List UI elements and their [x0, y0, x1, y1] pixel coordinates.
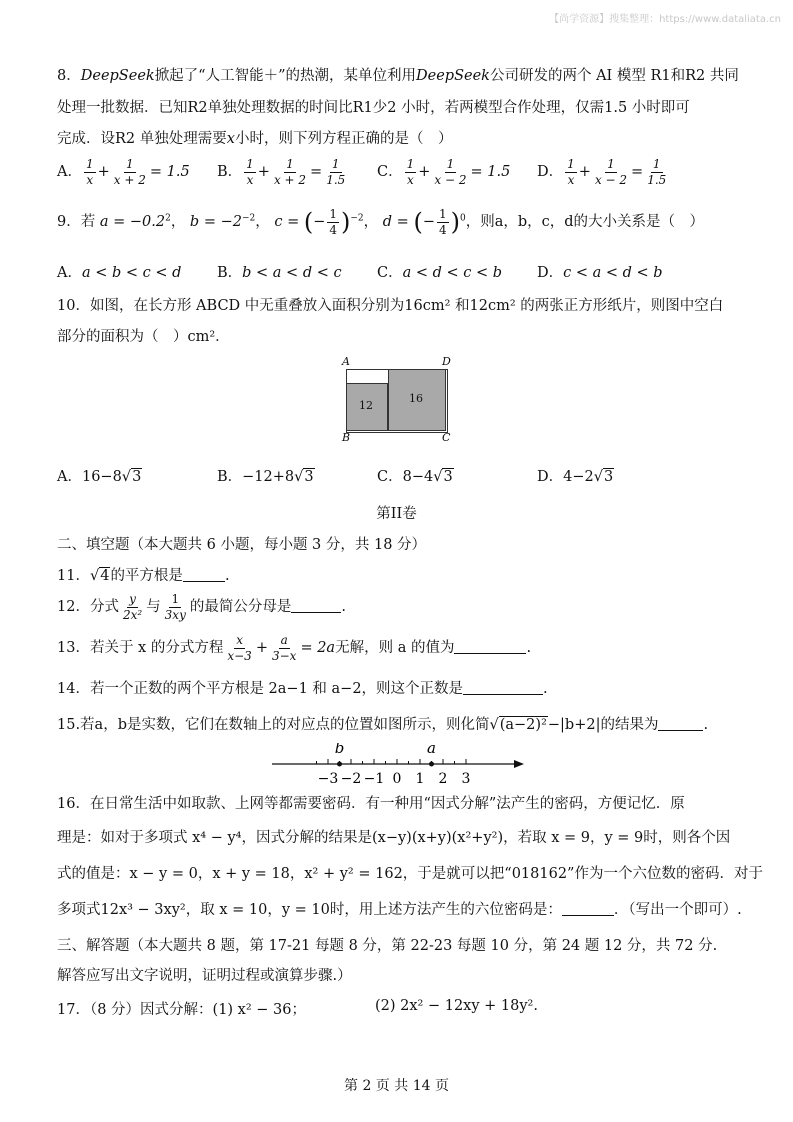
q15: 15.若a，b是实数，它们在数轴上的对应点的位置如图所示，则化简√(a−2)²−|b+2|的结果为 .	[57, 717, 709, 733]
q12-blank[interactable]	[291, 612, 341, 613]
q8-line2: 处理一批数据．已知R2单独处理数据的时间比R1少2 小时，若两模型合作处理，仅需1.5 小时即可	[57, 100, 690, 116]
square-16: 16	[388, 369, 446, 431]
q9-option	[217, 261, 342, 282]
rectangle-figure	[340, 357, 455, 445]
numerator: 1	[85, 157, 94, 171]
radicand: 3	[603, 469, 614, 485]
axis-arrow	[514, 760, 524, 768]
q10-option	[377, 465, 454, 486]
q10-option	[217, 465, 315, 486]
denominator: x − 2	[594, 172, 628, 187]
q10-line2: 部分的面积为（ ）cm²．	[57, 329, 230, 345]
tick-label: −2	[340, 771, 362, 787]
denominator: x + 2	[273, 172, 307, 187]
denominator: x	[407, 172, 414, 187]
equals: =	[631, 164, 644, 181]
q11: 11．√4的平方根是 .	[57, 568, 230, 584]
point-a-label: a	[427, 743, 436, 757]
radicand: 3	[132, 469, 142, 485]
fraction	[405, 158, 417, 186]
option-expr: 16−8√	[81, 469, 132, 485]
fraction	[272, 158, 308, 186]
q8-option	[217, 158, 349, 186]
option-label: A．	[57, 469, 82, 485]
point-a	[429, 762, 434, 767]
plus: +	[418, 164, 431, 181]
section3-line1: 三、解答题（本大题共 8 题，第 17-21 每题 8 分，第 22-23 每题 10 分，第 24 题 12 分，共 72 分.	[57, 938, 718, 954]
option-label: C．	[377, 469, 403, 485]
numerator: 1	[567, 157, 575, 171]
equals: =	[310, 164, 323, 181]
denominator: x + 2	[113, 172, 146, 187]
q13: 13．若关于 x 的分式方程 $\frac{x}{x-3}$ + $\frac{a}{3-x}$ = 2a无解，则 a 的值为 .	[57, 633, 532, 663]
q12: 12．分式 $\frac{y}{\text{2x²}}$ 与 $\frac{1}{3xy}$ 的最简公分母是 .	[57, 592, 346, 622]
rhs: = 1.5	[149, 164, 190, 181]
point-b-label: b	[334, 743, 345, 757]
option-label: A．	[57, 265, 82, 281]
fraction	[432, 158, 468, 186]
numerator: 1	[607, 157, 615, 171]
q9-stem: 9．若 $a = -0.2^2$， $b = -2^{-2}$， c = (− $\frac{1}{4}$ )$^{-2}$， d = (− $\frac{1}{4}$ )$^0$，则a，b，c，d的大小关系是（ ）	[57, 207, 705, 237]
section2-heading: 二、填空题（本大题共 6 小题，每小题 3 分，共 18 分）	[57, 537, 427, 553]
option-expr: 8−4√	[402, 469, 443, 485]
watermark: 【尚学资源】搜集整理：https://www.dataliata.cn	[549, 14, 781, 25]
numerator: 1	[652, 157, 661, 171]
option-label: D．	[537, 469, 564, 485]
page-footer: 第 2 页 共 14 页	[344, 1078, 449, 1094]
numerator: 1	[246, 157, 254, 171]
q13-blank[interactable]	[454, 653, 526, 654]
option-label: D．	[537, 265, 564, 281]
option-expr: a < d < c < b	[402, 265, 503, 281]
option-expr: c < a < d < b	[563, 265, 663, 281]
q15-blank[interactable]	[658, 730, 703, 731]
fraction	[645, 158, 668, 186]
option-expr: 4−2√	[563, 469, 603, 485]
option-label: C．	[377, 265, 403, 281]
q17-part2: (2) 2x² − 12xy + 18y².	[375, 998, 538, 1014]
tick-label: 1	[415, 771, 425, 787]
q10-option	[57, 465, 142, 486]
vertex-a: A	[342, 355, 350, 368]
q14-blank[interactable]	[463, 694, 543, 695]
q17-part1: 17．（8 分）因式分解：(1) x² − 36；	[57, 1002, 306, 1018]
q8-line3: 完成．设R2 单独处理需要x小时，则下列方程正确的是（ ）	[57, 131, 453, 147]
vertex-c: C	[442, 431, 451, 444]
option-expr: −12+8√	[242, 469, 304, 485]
denominator: x	[86, 172, 94, 187]
q9-option	[57, 261, 181, 282]
tick-label: 3	[461, 771, 471, 787]
numerator: 1	[446, 157, 455, 171]
q8-line1: 8．DeepSeek掀起了“人工智能＋”的热潮，某单位利用DeepSeek公司研发的两个 AI 模型 R1和R2 共同	[57, 68, 739, 84]
q16-line4: 多项式12x³ − 3xy²，取 x = 10，y = 10时，用上述方法产生的六位密码是： ．（写出一个即可）.	[57, 902, 742, 918]
option-label: C．	[377, 164, 403, 181]
plus: +	[257, 164, 270, 181]
fraction	[324, 158, 347, 186]
tick-label: −3	[317, 771, 339, 787]
numerator: 1	[286, 157, 294, 171]
q16-line3: 式的值是：x − y = 0，x + y = 18，x² + y² = 162，于是就可以把“018162”作为一个六位数的密码．对于	[57, 866, 763, 882]
q9-option	[537, 261, 663, 282]
option-expr: a < b < c < d	[81, 265, 182, 281]
fraction	[244, 158, 256, 186]
vertex-d: D	[442, 355, 451, 368]
tick-label: 2	[438, 771, 448, 787]
q16-line1: 16．在日常生活中如取款、上网等都需要密码．有一种用“因式分解”法产生的密码，方便记忆．原	[57, 796, 685, 812]
tick-label: 0	[392, 771, 402, 787]
vertex-b: B	[342, 431, 351, 444]
option-label: B．	[217, 469, 243, 485]
q11-blank[interactable]	[183, 581, 225, 582]
option-expr: b < a < d < c	[242, 265, 342, 281]
rhs: = 1.5	[470, 164, 511, 181]
numerator: 1	[406, 157, 415, 171]
option-label: B．	[217, 164, 243, 181]
fraction	[84, 158, 96, 186]
q8-option	[57, 158, 190, 186]
option-label: B．	[217, 265, 243, 281]
fraction	[565, 158, 577, 186]
section3-line2: 解答应写出文字说明，证明过程或演算步骤.）	[57, 968, 352, 984]
q14: 14．若一个正数的两个平方根是 2a−1 和 a−2，则这个正数是 .	[57, 681, 548, 697]
numerator: 1	[331, 157, 340, 171]
option-label: A．	[57, 164, 82, 181]
fraction	[593, 158, 629, 186]
q9-option	[377, 261, 502, 282]
q10-option	[537, 465, 614, 486]
q16-blank[interactable]	[562, 915, 614, 916]
denominator: x	[246, 172, 254, 187]
number-line	[270, 743, 530, 787]
plus: +	[578, 164, 591, 181]
numerator: 1	[126, 157, 134, 171]
fraction	[112, 158, 148, 186]
q8-option	[377, 158, 510, 186]
q16-line2: 理是：如对于多项式 x⁴ − y⁴，因式分解的结果是(x−y)(x+y)(x²+y²)，若取 x = 9，y = 9时，则各个因	[57, 830, 731, 846]
denominator: 1.5	[326, 172, 346, 187]
q10-line1: 10．如图，在长方形 ABCD 中无重叠放入面积分别为16cm² 和12cm² 的两张正方形纸片，则图中空白	[57, 298, 724, 314]
section2-title: 第II卷	[376, 506, 417, 522]
denominator: x	[567, 172, 575, 187]
plus: +	[97, 164, 110, 181]
option-label: D．	[537, 164, 564, 181]
number-line-svg	[270, 743, 530, 787]
denominator: 1.5	[647, 172, 667, 187]
radicand: 3	[304, 469, 314, 485]
q8-option	[537, 158, 670, 186]
square-12: 12	[346, 383, 388, 431]
denominator: x − 2	[434, 172, 467, 187]
tick-label: −1	[363, 771, 385, 787]
radicand: 3	[443, 469, 453, 485]
point-b	[337, 762, 342, 767]
